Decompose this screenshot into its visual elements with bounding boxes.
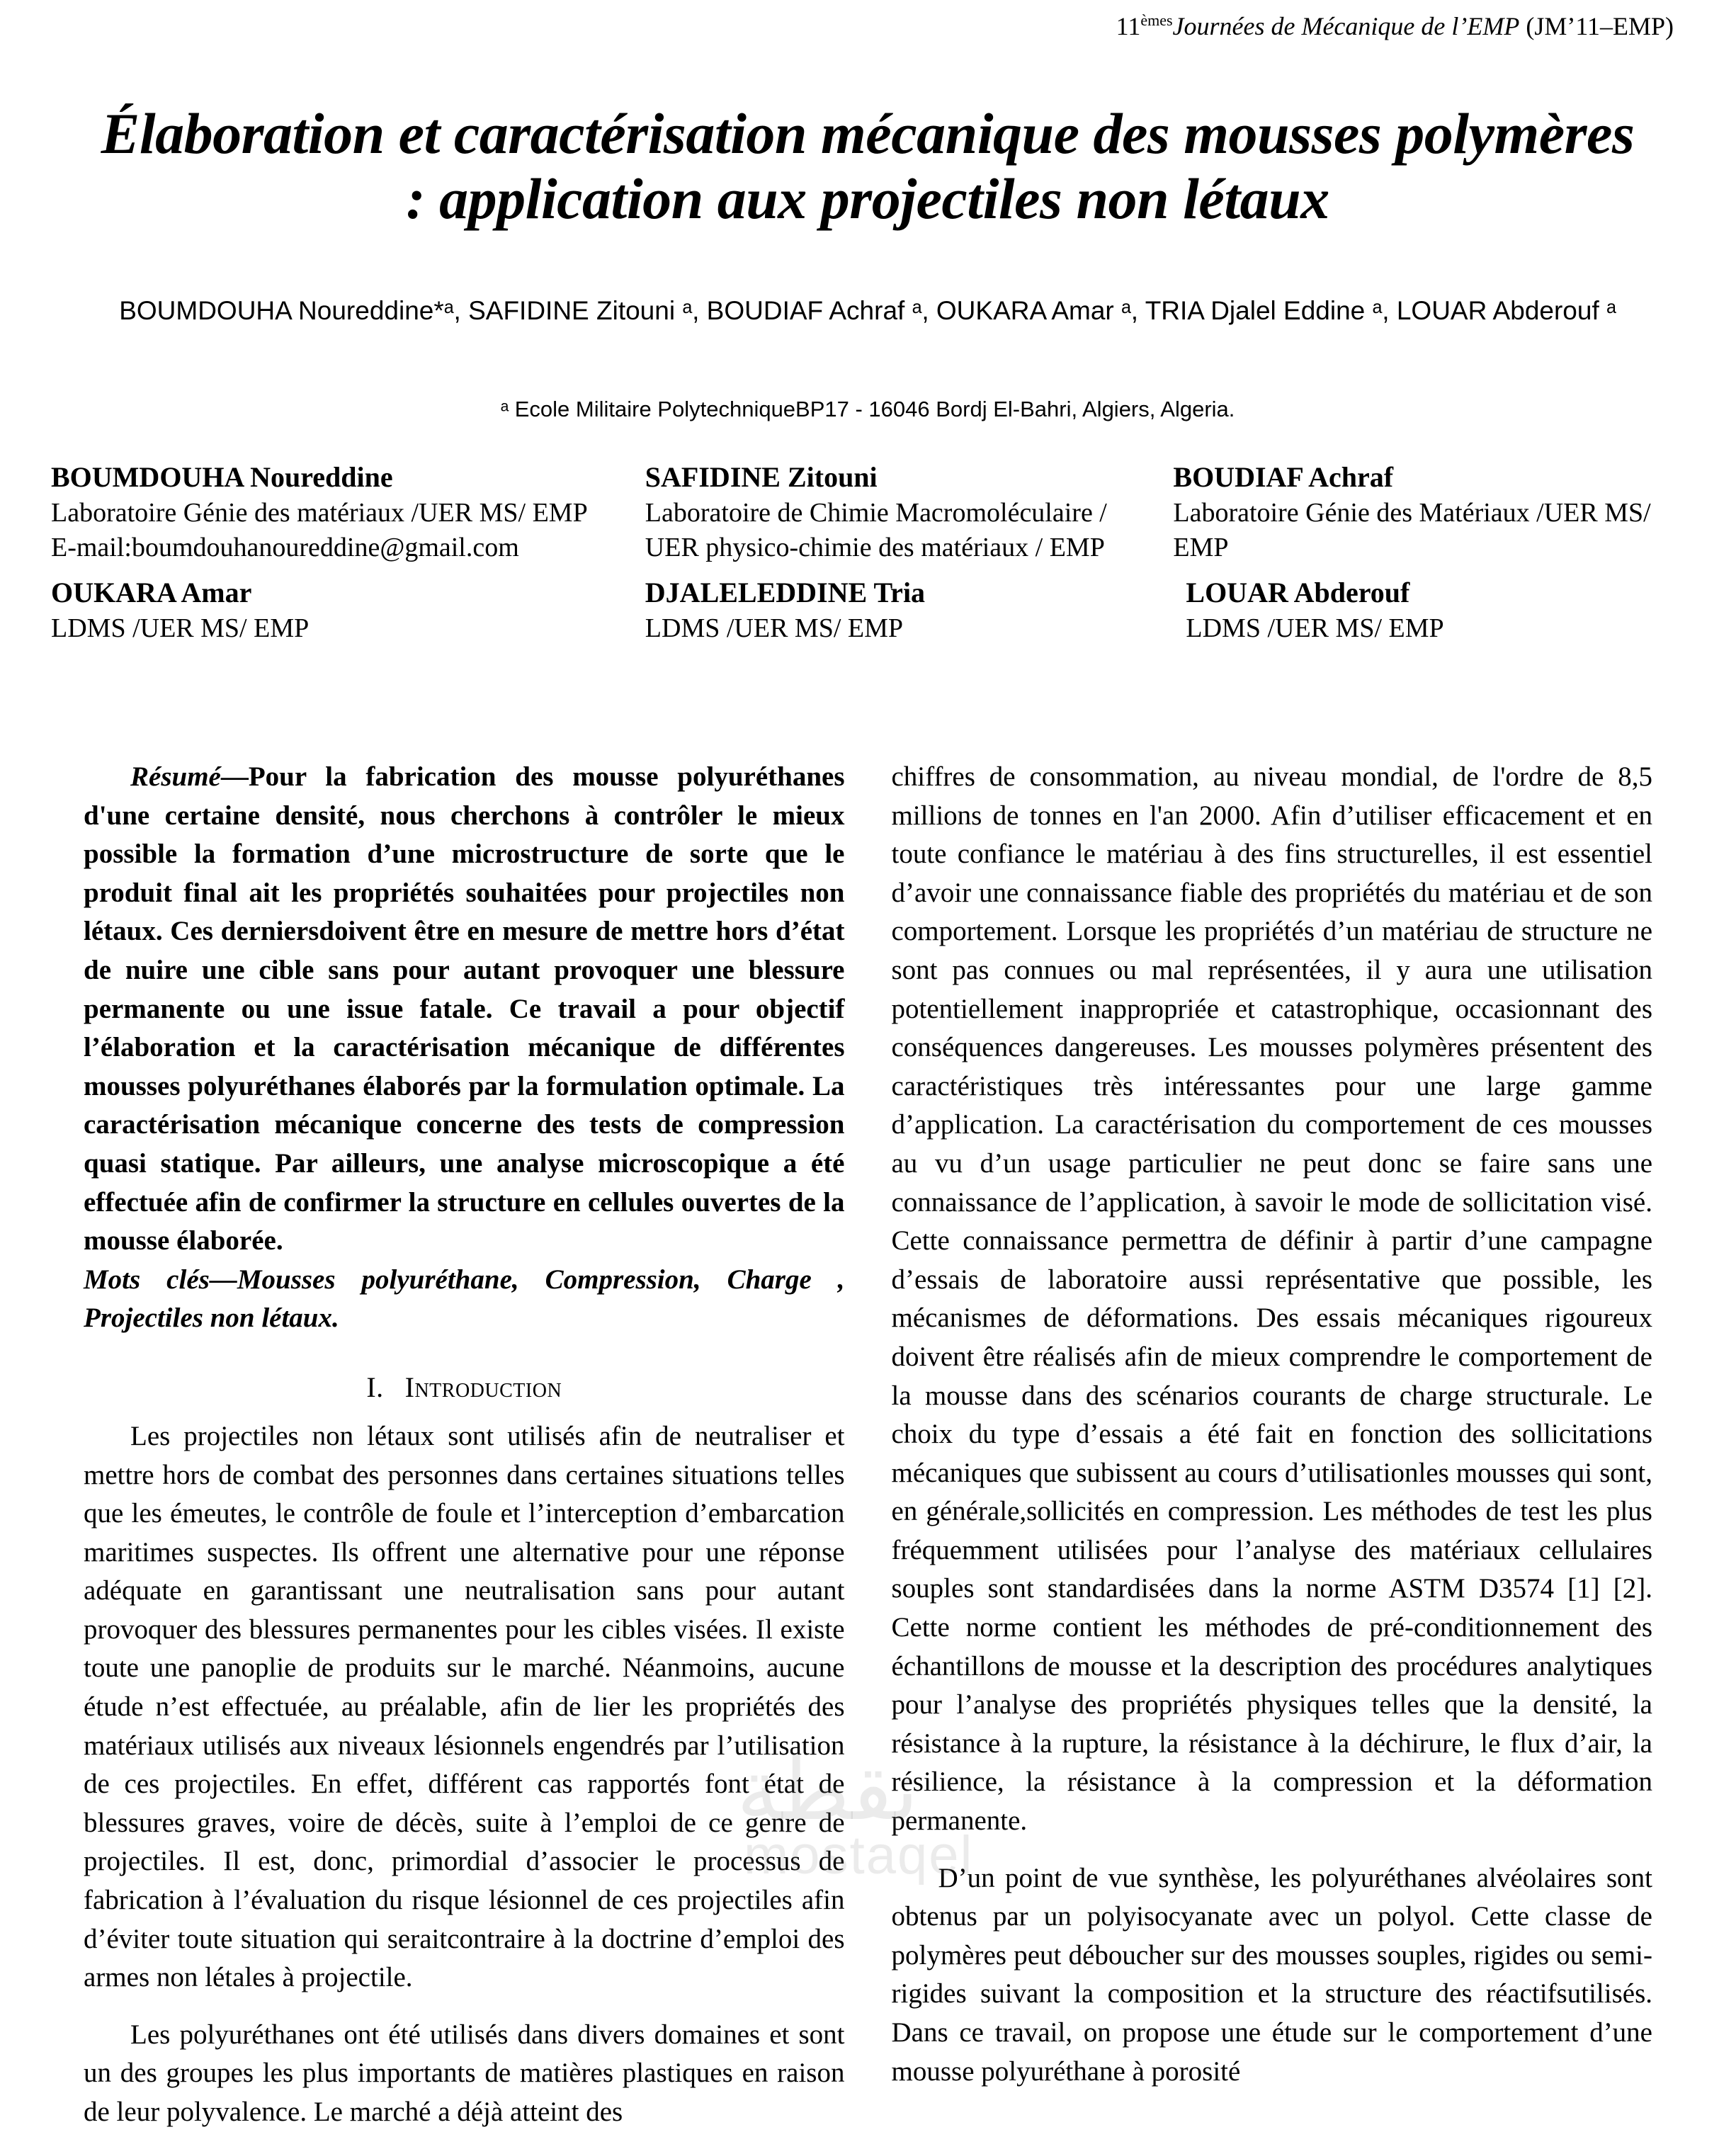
section-title: Introduction bbox=[404, 1371, 562, 1403]
author-card-name: OUKARA Amar bbox=[51, 577, 252, 609]
abstract-dash: — bbox=[220, 761, 249, 792]
author-card-name: BOUDIAF Achraf bbox=[1173, 461, 1394, 493]
left-column bbox=[84, 758, 845, 2127]
watermark-line-2: mostaqel bbox=[744, 1825, 974, 1886]
author-card-affiliation: Laboratoire Génie des matériaux /UER MS/ EMP bbox=[51, 498, 588, 528]
author-card-affiliation: LDMS /UER MS/ EMP bbox=[645, 613, 904, 644]
author-card-name: DJALELEDDINE Tria bbox=[645, 577, 926, 609]
section-heading-introduction bbox=[84, 1368, 845, 1407]
abstract-paragraph bbox=[84, 758, 845, 1261]
paragraph: Les polyuréthanes ont été utilisés dans divers domaines et sont un des groupes les plus importants de matières plastiques en raison de leur polyvalence. Le marché a déjà atteint des bbox=[84, 2019, 845, 2127]
author-card-name: BOUMDOUHA Noureddine bbox=[51, 461, 393, 493]
running-head bbox=[1116, 11, 1674, 41]
keywords-label: Mots clés bbox=[84, 1264, 210, 1295]
running-head-superscript: èmes bbox=[1140, 11, 1173, 29]
author-card-affiliation: Laboratoire Génie des Matériaux /UER MS/ EMP bbox=[1173, 498, 1651, 562]
paragraph: chiffres de consommation, au niveau mondial, de l'ordre de 8,5 millions de tonnes en l'an 2000. Afin d’utiliser efficacement et en toute confiance le matériau à des fins structurelles, il est essentiel d’avoir une connaissance fiable des propriétés du matériau et de son comportement. Lorsque les propriétés d’un matériau de structure ne sont pas connues ou mal représentées, il y aura une utilisation potentiellement inappropriée et catastrophique, occasionnant des conséquences dangereuses. Les mousses polymères présentent des caractéristiques très intéressantes pour une large gamme d’application. La caractérisation du comportement de ces mousses au vu d’un usage particulier ne peut donc se faire sans une connaissance de l’application, à savoir le mode de sollicitation visé. Cette connaissance permettra de définir à partir d’une campagne d’essais de laboratoire aussi représentative que possible, les mécanismes de déformations. Des essais mécaniques rigoureux doivent être réalisés afin de mieux comprendre le comportement de la mousse dans des scénarios courants de charge structurale. Le choix du type d’essais a été fait en fonction des sollicitations mécaniques que subissent au cours d’utilisationles mousses qui sont, en générale,sollicités en compression. Les méthodes de test les plus fréquemment utilisées pour l’analyse des matériaux cellulaires souples sont standardisées dans la norme ASTM D3574 [1] [2]. Cette norme contient les méthodes de pré-conditionnement des échantillons de mousse et la description des procédures analytiques pour l’analyse des propriétés physiques telles que la densité, la résistance à la rupture, la résistance à la déchirure, le flux d’air, la résilience, la résistance à la compression et la déformation permanente. bbox=[891, 761, 1652, 1837]
author-list: BOUMDOUHA Noureddine*ᵃ, SAFIDINE Zitouni ᵃ, BOUDIAF Achraf ᵃ, OUKARA Amar ᵃ, TRIA Djalel Eddine ᵃ, LOUAR Abderouf ᵃ bbox=[119, 296, 1616, 325]
author-card-louar bbox=[1173, 574, 1701, 646]
author-card-boudiaf bbox=[1173, 459, 1701, 565]
author-card-boumdouha bbox=[51, 459, 645, 565]
author-card-email: E-mail:boumdouhanoureddine@gmail.com bbox=[51, 532, 519, 562]
affiliation-note: ᵃ Ecole Militaire PolytechniqueBP17 - 16046 Bordj El-Bahri, Algiers, Algeria. bbox=[500, 397, 1235, 421]
keywords-paragraph bbox=[84, 1261, 845, 1338]
author-card-affiliation: LDMS /UER MS/ EMP bbox=[51, 613, 310, 644]
running-head-conference: Journées de Mécanique de l’EMP bbox=[1172, 12, 1520, 40]
section-number: I. bbox=[366, 1371, 384, 1403]
keywords-text: Mousses polyuréthane, Compression, Charge , Projectiles non létaux. bbox=[84, 1264, 845, 1334]
right-column bbox=[891, 758, 1653, 2087]
running-head-acronym: (JM’11–EMP) bbox=[1519, 12, 1674, 40]
author-card-name: LOUAR Abderouf bbox=[1186, 577, 1410, 609]
keywords-dash: — bbox=[209, 1264, 237, 1295]
body-columns bbox=[84, 758, 1652, 2127]
author-card-safidine bbox=[645, 459, 1174, 565]
paragraph: D’un point de vue synthèse, les polyuréthanes alvéolaires sont obtenus par un polyisocyanate avec un polyol. Cette classe de polymères peut déboucher sur des mousses souples, rigides ou semi-rigides suivant la composition et la structure des réactifsutilisés. Dans ce travail, on propose une étude sur le comportement d’une mousse polyuréthane à porosité bbox=[891, 1862, 1652, 2087]
running-head-number: 11 bbox=[1116, 12, 1141, 40]
abstract-text: Pour la fabrication des mousse polyuréthanes d'une certaine densité, nous cherchons à contrôler le mieux possible la formation d’une microstructure de sorte que le produit final ait les propriétés souhaitées pour projectiles non létaux. Ces derniersdoivent être en mesure de mettre hors d’état de nuire une cible sans pour autant provoquer une blessure permanente ou une issue fatale. Ce travail a pour objectif l’élaboration et la caractérisation mécanique de différentes mousses polyuréthanes élaborés par la formulation optimale. La caractérisation mécanique concerne des tests de compression quasi statique. Par ailleurs, une analyse microscopique a été effectuée afin de confirmer la structure en cellules ouvertes de la mousse élaborée. bbox=[84, 761, 845, 1257]
paragraph: Les projectiles non létaux sont utilisés afin de neutraliser et mettre hors de combat des personnes dans certaines situations telles que les émeutes, le contrôle de foule et l’interception d’embarcation maritimes suspectes. Ils offrent une alternative pour une réponse adéquate en garantissant une neutralisation sans pour autant provoquer des blessures permanentes pour les cibles visées. Il existe toute une panoplie de produits sur le marché. Néanmoins, aucune étude n’est effectuée, au préalable, afin de lier les propriétés des matériaux utilisés aux niveaux lésionnels engendrés par l’utilisation de ces projectiles. En effet, différent cas rapportés font état de blessures graves, voire de décès, suite à l’emploi de ce genre de projectiles. Il est, donc, primordial d’associer le processus de fabrication à l’évaluation du risque lésionnel de ces projectiles afin d’éviter toute situation qui seraitcontraire à la doctrine d’emploi des armes non létales à projectile. bbox=[84, 1420, 845, 1993]
author-card-affiliation: LDMS /UER MS/ EMP bbox=[1186, 613, 1444, 644]
author-card-djaleleddine bbox=[645, 574, 1174, 646]
author-details-grid bbox=[51, 459, 1701, 646]
author-card-affiliation: Laboratoire de Chimie Macromoléculaire / UER physico-chimie des matériaux / EMP bbox=[645, 498, 1107, 562]
page-title: Élaboration et caractérisation mécanique des mousses polymères : application aux projectiles non létaux bbox=[101, 101, 1635, 231]
author-details-row bbox=[51, 574, 1701, 646]
abstract-label: Résumé bbox=[130, 761, 221, 792]
author-details-row bbox=[51, 459, 1701, 565]
author-card-oukara bbox=[51, 574, 645, 646]
author-card-name: SAFIDINE Zitouni bbox=[645, 461, 878, 493]
watermark-line-1: نقطة bbox=[737, 1742, 919, 1837]
